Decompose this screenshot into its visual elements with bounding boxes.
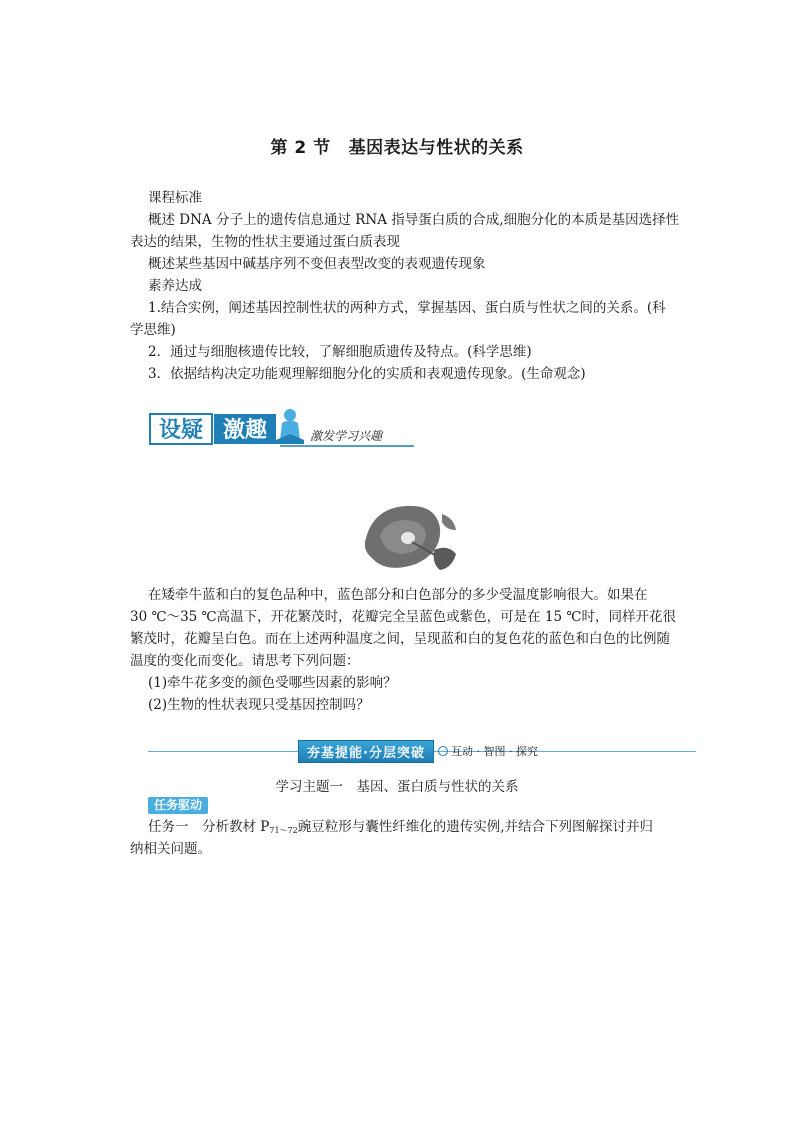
foundation-banner-tail: 互动 · 智图 · 探究 (450, 745, 538, 758)
intro-line-3: 繁茂时，花瓣呈白色。而在上述两种温度之间，呈现蓝和白的复色花的蓝色和白色的比例随 (130, 631, 670, 647)
question-1: (1)牵牛花多变的颜色受哪些因素的影响？ (148, 675, 397, 691)
intro-line-1: 在矮牵牛蓝和白的复色品种中，蓝色部分和白色部分的多少受温度影响很大。如果在 (148, 587, 648, 603)
literacy-item-1: 1.结合实例，阐述基因控制性状的两种方式，掌握基因、蛋白质与性状之间的关系。(科 (148, 300, 666, 316)
bullet-icon (438, 746, 448, 756)
task-1-prefix: 任务一 分析教材 P (148, 819, 270, 835)
intro-line-2: 30 ℃～35 ℃高温下，开花繁茂时，花瓣完全呈蓝色或紫色，可是在 15 ℃时，同样开花很 (130, 609, 677, 625)
foundation-banner-main: 夯基提能·分层突破 (298, 740, 434, 763)
interest-banner-sub: 激发学习兴趣 (310, 429, 383, 443)
task-1-page-range: 71～72 (269, 826, 298, 835)
reading-student-icon (276, 409, 304, 444)
intro-line-4: 温度的变化而变化。请思考下列问题： (130, 653, 360, 669)
task-1-line-1 (148, 816, 653, 842)
interest-banner-main-2: 激趣 (222, 418, 268, 443)
standards-label: 课程标准 (148, 190, 202, 206)
standards-item-1: 概述 DNA 分子上的遗传信息通过 RNA 指导蛋白质的合成,细胞分化的本质是基因选择性 (148, 212, 680, 228)
interest-banner-main-1: 设疑 (158, 418, 204, 443)
question-2: (2)生物的性状表现只受基因控制吗？ (148, 697, 370, 713)
literacy-item-3: 3．依据结构决定功能观理解细胞分化的实质和表观遗传现象。(生命观念) (148, 366, 586, 382)
petunia-photo (356, 494, 464, 576)
standards-item-1-cont: 表达的结果，生物的性状主要通过蛋白质表现 (130, 234, 400, 250)
section-topic: 基因表达与性状的关系 (348, 138, 524, 158)
task-1-line-2: 纳相关问题。 (130, 841, 211, 857)
literacy-item-2: 2．通过与细胞核遗传比较，了解细胞质遗传及特点。(科学思维) (148, 344, 532, 360)
task-driven-badge: 任务驱动 (148, 797, 208, 814)
section-title (0, 133, 794, 158)
literacy-item-1-cont: 学思维) (130, 322, 176, 338)
standards-item-2: 概述某些基因中碱基序列不变但表型改变的表观遗传现象 (148, 256, 486, 272)
literacy-label: 素养达成 (148, 278, 202, 294)
task-1-suffix: 豌豆粒形与囊性纤维化的遗传实例,并结合下列图解探讨并归 (297, 819, 654, 835)
foundation-banner (298, 740, 538, 762)
topic-1-title: 学习主题一 基因、蛋白质与性状的关系 (275, 779, 519, 795)
section-number: 第 2 节 (270, 138, 331, 158)
interest-banner (148, 406, 416, 450)
